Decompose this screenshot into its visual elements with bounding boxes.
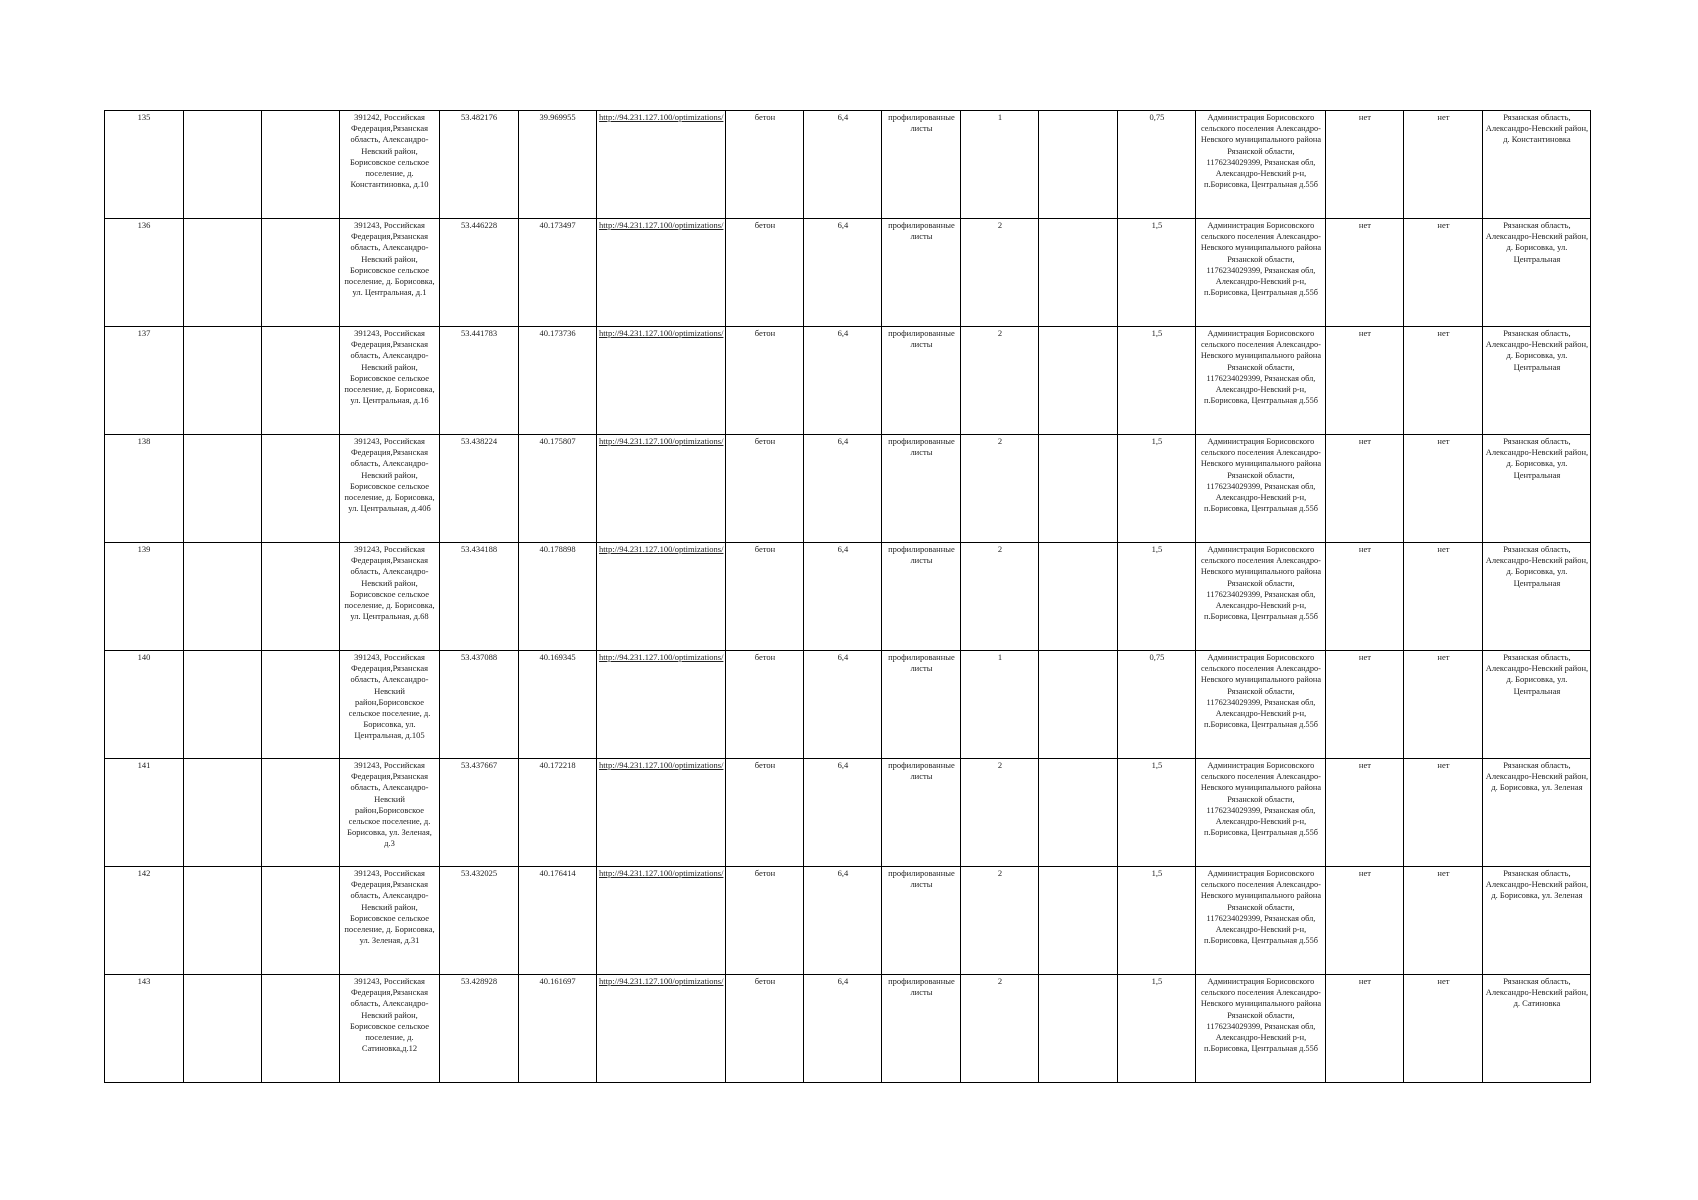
owner-cell: Администрация Борисовского сельского поселения Александро-Невского муниципального района Рязанской области, 1176234029399, Рязанская обл, Александро-Невский р-н, п.Борисовка, Центральная д.55б [1196, 975, 1326, 1083]
source-location-cell: Рязанская область, Александро-Невский район, д. Сатиновка [1483, 975, 1591, 1083]
empty-cell [1039, 543, 1118, 651]
longitude-cell: 40.178898 [519, 543, 597, 651]
row-number-cell: 140 [105, 651, 184, 759]
longitude-cell: 40.161697 [519, 975, 597, 1083]
link-cell [597, 867, 726, 975]
surface-cell: бетон [726, 651, 804, 759]
surface-cell: бетон [726, 867, 804, 975]
containers-count-cell: 2 [961, 327, 1039, 435]
row-number-cell: 136 [105, 219, 184, 327]
volume-cell: 0,75 [1118, 111, 1196, 219]
source-location-cell: Рязанская область, Александро-Невский район, д. Борисовка, ул. Центральная [1483, 543, 1591, 651]
flag-cell: нет [1326, 327, 1404, 435]
empty-cell [262, 327, 340, 435]
link-cell [597, 651, 726, 759]
fence-cell: профилированные листы [882, 219, 961, 327]
empty-cell [184, 111, 262, 219]
empty-cell [1039, 651, 1118, 759]
table-row [105, 651, 1591, 759]
source-location-cell: Рязанская область, Александро-Невский район, д. Борисовка, ул. Зеленая [1483, 867, 1591, 975]
flag-cell: нет [1404, 867, 1483, 975]
link-cell [597, 759, 726, 867]
link-text[interactable]: http://94.231.127.100/optimizations/ [599, 868, 724, 878]
flag-cell: нет [1404, 975, 1483, 1083]
area-cell: 6,4 [804, 327, 882, 435]
flag-cell: нет [1404, 111, 1483, 219]
table-row [105, 975, 1591, 1083]
surface-cell: бетон [726, 111, 804, 219]
link-text[interactable]: http://94.231.127.100/optimizations/ [599, 544, 724, 554]
owner-cell: Администрация Борисовского сельского поселения Александро-Невского муниципального района Рязанской области, 1176234029399, Рязанская обл, Александро-Невский р-н, п.Борисовка, Центральная д.55б [1196, 543, 1326, 651]
containers-count-cell: 1 [961, 651, 1039, 759]
fence-cell: профилированные листы [882, 975, 961, 1083]
flag-cell: нет [1404, 759, 1483, 867]
source-location-cell: Рязанская область, Александро-Невский район, д. Борисовка, ул. Центральная [1483, 435, 1591, 543]
empty-cell [1039, 327, 1118, 435]
owner-cell: Администрация Борисовского сельского поселения Александро-Невского муниципального района Рязанской области, 1176234029399, Рязанская обл, Александро-Невский р-н, п.Борисовка, Центральная д.55б [1196, 111, 1326, 219]
volume-cell: 1,5 [1118, 543, 1196, 651]
empty-cell [184, 759, 262, 867]
empty-cell [262, 111, 340, 219]
containers-count-cell: 2 [961, 435, 1039, 543]
volume-cell: 1,5 [1118, 219, 1196, 327]
registry-table [104, 110, 1591, 1083]
table-row [105, 543, 1591, 651]
source-location-cell: Рязанская область, Александро-Невский район, д. Борисовка, ул. Центральная [1483, 327, 1591, 435]
empty-cell [1039, 435, 1118, 543]
address-cell: 391243, Российская Федерация,Рязанская область, Александро-Невский район, Борисовское сельское поселение, д. Сатиновка,д.12 [340, 975, 440, 1083]
link-text[interactable]: http://94.231.127.100/optimizations/ [599, 760, 724, 770]
area-cell: 6,4 [804, 435, 882, 543]
empty-cell [1039, 219, 1118, 327]
link-text[interactable]: http://94.231.127.100/optimizations/ [599, 436, 724, 446]
containers-count-cell: 2 [961, 219, 1039, 327]
flag-cell: нет [1326, 651, 1404, 759]
link-text[interactable]: http://94.231.127.100/optimizations/ [599, 652, 724, 662]
longitude-cell: 40.173736 [519, 327, 597, 435]
link-cell [597, 327, 726, 435]
owner-cell: Администрация Борисовского сельского поселения Александро-Невского муниципального района Рязанской области, 1176234029399, Рязанская обл, Александро-Невский р-н, п.Борисовка, Центральная д.55б [1196, 867, 1326, 975]
link-text[interactable]: http://94.231.127.100/optimizations/ [599, 328, 724, 338]
empty-cell [184, 867, 262, 975]
fence-cell: профилированные листы [882, 651, 961, 759]
row-number-cell: 141 [105, 759, 184, 867]
surface-cell: бетон [726, 759, 804, 867]
volume-cell: 1,5 [1118, 975, 1196, 1083]
table-row [105, 111, 1591, 219]
latitude-cell: 53.437088 [440, 651, 519, 759]
owner-cell: Администрация Борисовского сельского поселения Александро-Невского муниципального района Рязанской области, 1176234029399, Рязанская обл, Александро-Невский р-н, п.Борисовка, Центральная д.55б [1196, 651, 1326, 759]
latitude-cell: 53.428928 [440, 975, 519, 1083]
volume-cell: 1,5 [1118, 327, 1196, 435]
area-cell: 6,4 [804, 219, 882, 327]
longitude-cell: 40.175807 [519, 435, 597, 543]
row-number-cell: 142 [105, 867, 184, 975]
empty-cell [184, 327, 262, 435]
area-cell: 6,4 [804, 651, 882, 759]
empty-cell [1039, 975, 1118, 1083]
empty-cell [262, 975, 340, 1083]
latitude-cell: 53.437667 [440, 759, 519, 867]
table-row [105, 759, 1591, 867]
empty-cell [262, 867, 340, 975]
area-cell: 6,4 [804, 759, 882, 867]
longitude-cell: 40.173497 [519, 219, 597, 327]
empty-cell [1039, 867, 1118, 975]
flag-cell: нет [1326, 867, 1404, 975]
surface-cell: бетон [726, 543, 804, 651]
fence-cell: профилированные листы [882, 867, 961, 975]
empty-cell [184, 435, 262, 543]
flag-cell: нет [1326, 219, 1404, 327]
address-cell: 391243, Российская Федерация,Рязанская область, Александро-Невский район, Борисовское сельское поселение, д. Борисовка, ул. Центральная, д.1 [340, 219, 440, 327]
owner-cell: Администрация Борисовского сельского поселения Александро-Невского муниципального района Рязанской области, 1176234029399, Рязанская обл, Александро-Невский р-н, п.Борисовка, Центральная д.55б [1196, 759, 1326, 867]
address-cell: 391242, Российская Федерация,Рязанская область, Александро-Невский район, Борисовское сельское поселение, д. Константиновка, д.10 [340, 111, 440, 219]
source-location-cell: Рязанская область, Александро-Невский район, д. Борисовка, ул. Центральная [1483, 219, 1591, 327]
owner-cell: Администрация Борисовского сельского поселения Александро-Невского муниципального района Рязанской области, 1176234029399, Рязанская обл, Александро-Невский р-н, п.Борисовка, Центральная д.55б [1196, 327, 1326, 435]
empty-cell [184, 219, 262, 327]
area-cell: 6,4 [804, 543, 882, 651]
source-location-cell: Рязанская область, Александро-Невский район, д. Борисовка, ул. Зеленая [1483, 759, 1591, 867]
link-text[interactable]: http://94.231.127.100/optimizations/ [599, 112, 724, 122]
volume-cell: 1,5 [1118, 435, 1196, 543]
containers-count-cell: 1 [961, 111, 1039, 219]
row-number-cell: 139 [105, 543, 184, 651]
surface-cell: бетон [726, 219, 804, 327]
address-cell: 391243, Российская Федерация,Рязанская область, Александро-Невский район, Борисовское сельское поселение, д. Борисовка, ул. Центральная, д.16 [340, 327, 440, 435]
link-cell [597, 219, 726, 327]
link-cell [597, 975, 726, 1083]
containers-count-cell: 2 [961, 759, 1039, 867]
empty-cell [1039, 759, 1118, 867]
flag-cell: нет [1404, 327, 1483, 435]
table-row [105, 867, 1591, 975]
longitude-cell: 40.172218 [519, 759, 597, 867]
table-row [105, 435, 1591, 543]
area-cell: 6,4 [804, 111, 882, 219]
empty-cell [262, 759, 340, 867]
latitude-cell: 53.441783 [440, 327, 519, 435]
flag-cell: нет [1326, 111, 1404, 219]
owner-cell: Администрация Борисовского сельского поселения Александро-Невского муниципального района Рязанской области, 1176234029399, Рязанская обл, Александро-Невский р-н, п.Борисовка, Центральная д.55б [1196, 435, 1326, 543]
volume-cell: 0,75 [1118, 651, 1196, 759]
area-cell: 6,4 [804, 975, 882, 1083]
row-number-cell: 135 [105, 111, 184, 219]
empty-cell [262, 219, 340, 327]
flag-cell: нет [1326, 759, 1404, 867]
table-row [105, 327, 1591, 435]
empty-cell [262, 543, 340, 651]
longitude-cell: 39.969955 [519, 111, 597, 219]
fence-cell: профилированные листы [882, 111, 961, 219]
flag-cell: нет [1326, 975, 1404, 1083]
address-cell: 391243, Российская Федерация,Рязанская область, Александро-Невский район, Борисовское сельское поселение, д. Борисовка, ул. Зеленая, д.31 [340, 867, 440, 975]
surface-cell: бетон [726, 975, 804, 1083]
address-cell: 391243, Российская Федерация,Рязанская область, Александро-Невский район, Борисовское сельское поселение, д. Борисовка, ул. Центральная, д.40б [340, 435, 440, 543]
address-cell: 391243, Российская Федерация,Рязанская область, Александро-Невский район, Борисовское сельское поселение, д. Борисовка, ул. Центральная, д.68 [340, 543, 440, 651]
link-cell [597, 111, 726, 219]
latitude-cell: 53.434188 [440, 543, 519, 651]
link-cell [597, 543, 726, 651]
longitude-cell: 40.176414 [519, 867, 597, 975]
area-cell: 6,4 [804, 867, 882, 975]
empty-cell [1039, 111, 1118, 219]
latitude-cell: 53.482176 [440, 111, 519, 219]
latitude-cell: 53.446228 [440, 219, 519, 327]
flag-cell: нет [1326, 435, 1404, 543]
flag-cell: нет [1404, 219, 1483, 327]
surface-cell: бетон [726, 327, 804, 435]
empty-cell [262, 651, 340, 759]
source-location-cell: Рязанская область, Александро-Невский район, д. Константиновка [1483, 111, 1591, 219]
link-text[interactable]: http://94.231.127.100/optimizations/ [599, 976, 724, 986]
address-cell: 391243, Российская Федерация,Рязанская область, Александро-Невский район,Борисовское сельское поселение, д. Борисовка, ул. Зеленая, д.3 [340, 759, 440, 867]
empty-cell [184, 543, 262, 651]
owner-cell: Администрация Борисовского сельского поселения Александро-Невского муниципального района Рязанской области, 1176234029399, Рязанская обл, Александро-Невский р-н, п.Борисовка, Центральная д.55б [1196, 219, 1326, 327]
flag-cell: нет [1404, 651, 1483, 759]
volume-cell: 1,5 [1118, 867, 1196, 975]
flag-cell: нет [1326, 543, 1404, 651]
containers-count-cell: 2 [961, 975, 1039, 1083]
volume-cell: 1,5 [1118, 759, 1196, 867]
link-text[interactable]: http://94.231.127.100/optimizations/ [599, 220, 724, 230]
latitude-cell: 53.438224 [440, 435, 519, 543]
fence-cell: профилированные листы [882, 435, 961, 543]
longitude-cell: 40.169345 [519, 651, 597, 759]
fence-cell: профилированные листы [882, 759, 961, 867]
surface-cell: бетон [726, 435, 804, 543]
source-location-cell: Рязанская область, Александро-Невский район, д. Борисовка, ул. Центральная [1483, 651, 1591, 759]
empty-cell [184, 975, 262, 1083]
flag-cell: нет [1404, 543, 1483, 651]
row-number-cell: 143 [105, 975, 184, 1083]
containers-count-cell: 2 [961, 543, 1039, 651]
latitude-cell: 53.432025 [440, 867, 519, 975]
table-row [105, 219, 1591, 327]
empty-cell [184, 651, 262, 759]
flag-cell: нет [1404, 435, 1483, 543]
fence-cell: профилированные листы [882, 327, 961, 435]
link-cell [597, 435, 726, 543]
fence-cell: профилированные листы [882, 543, 961, 651]
address-cell: 391243, Российская Федерация,Рязанская область, Александро-Невский район,Борисовское сельское поселение, д. Борисовка, ул. Центральная, д.105 [340, 651, 440, 759]
containers-count-cell: 2 [961, 867, 1039, 975]
row-number-cell: 138 [105, 435, 184, 543]
empty-cell [262, 435, 340, 543]
row-number-cell: 137 [105, 327, 184, 435]
